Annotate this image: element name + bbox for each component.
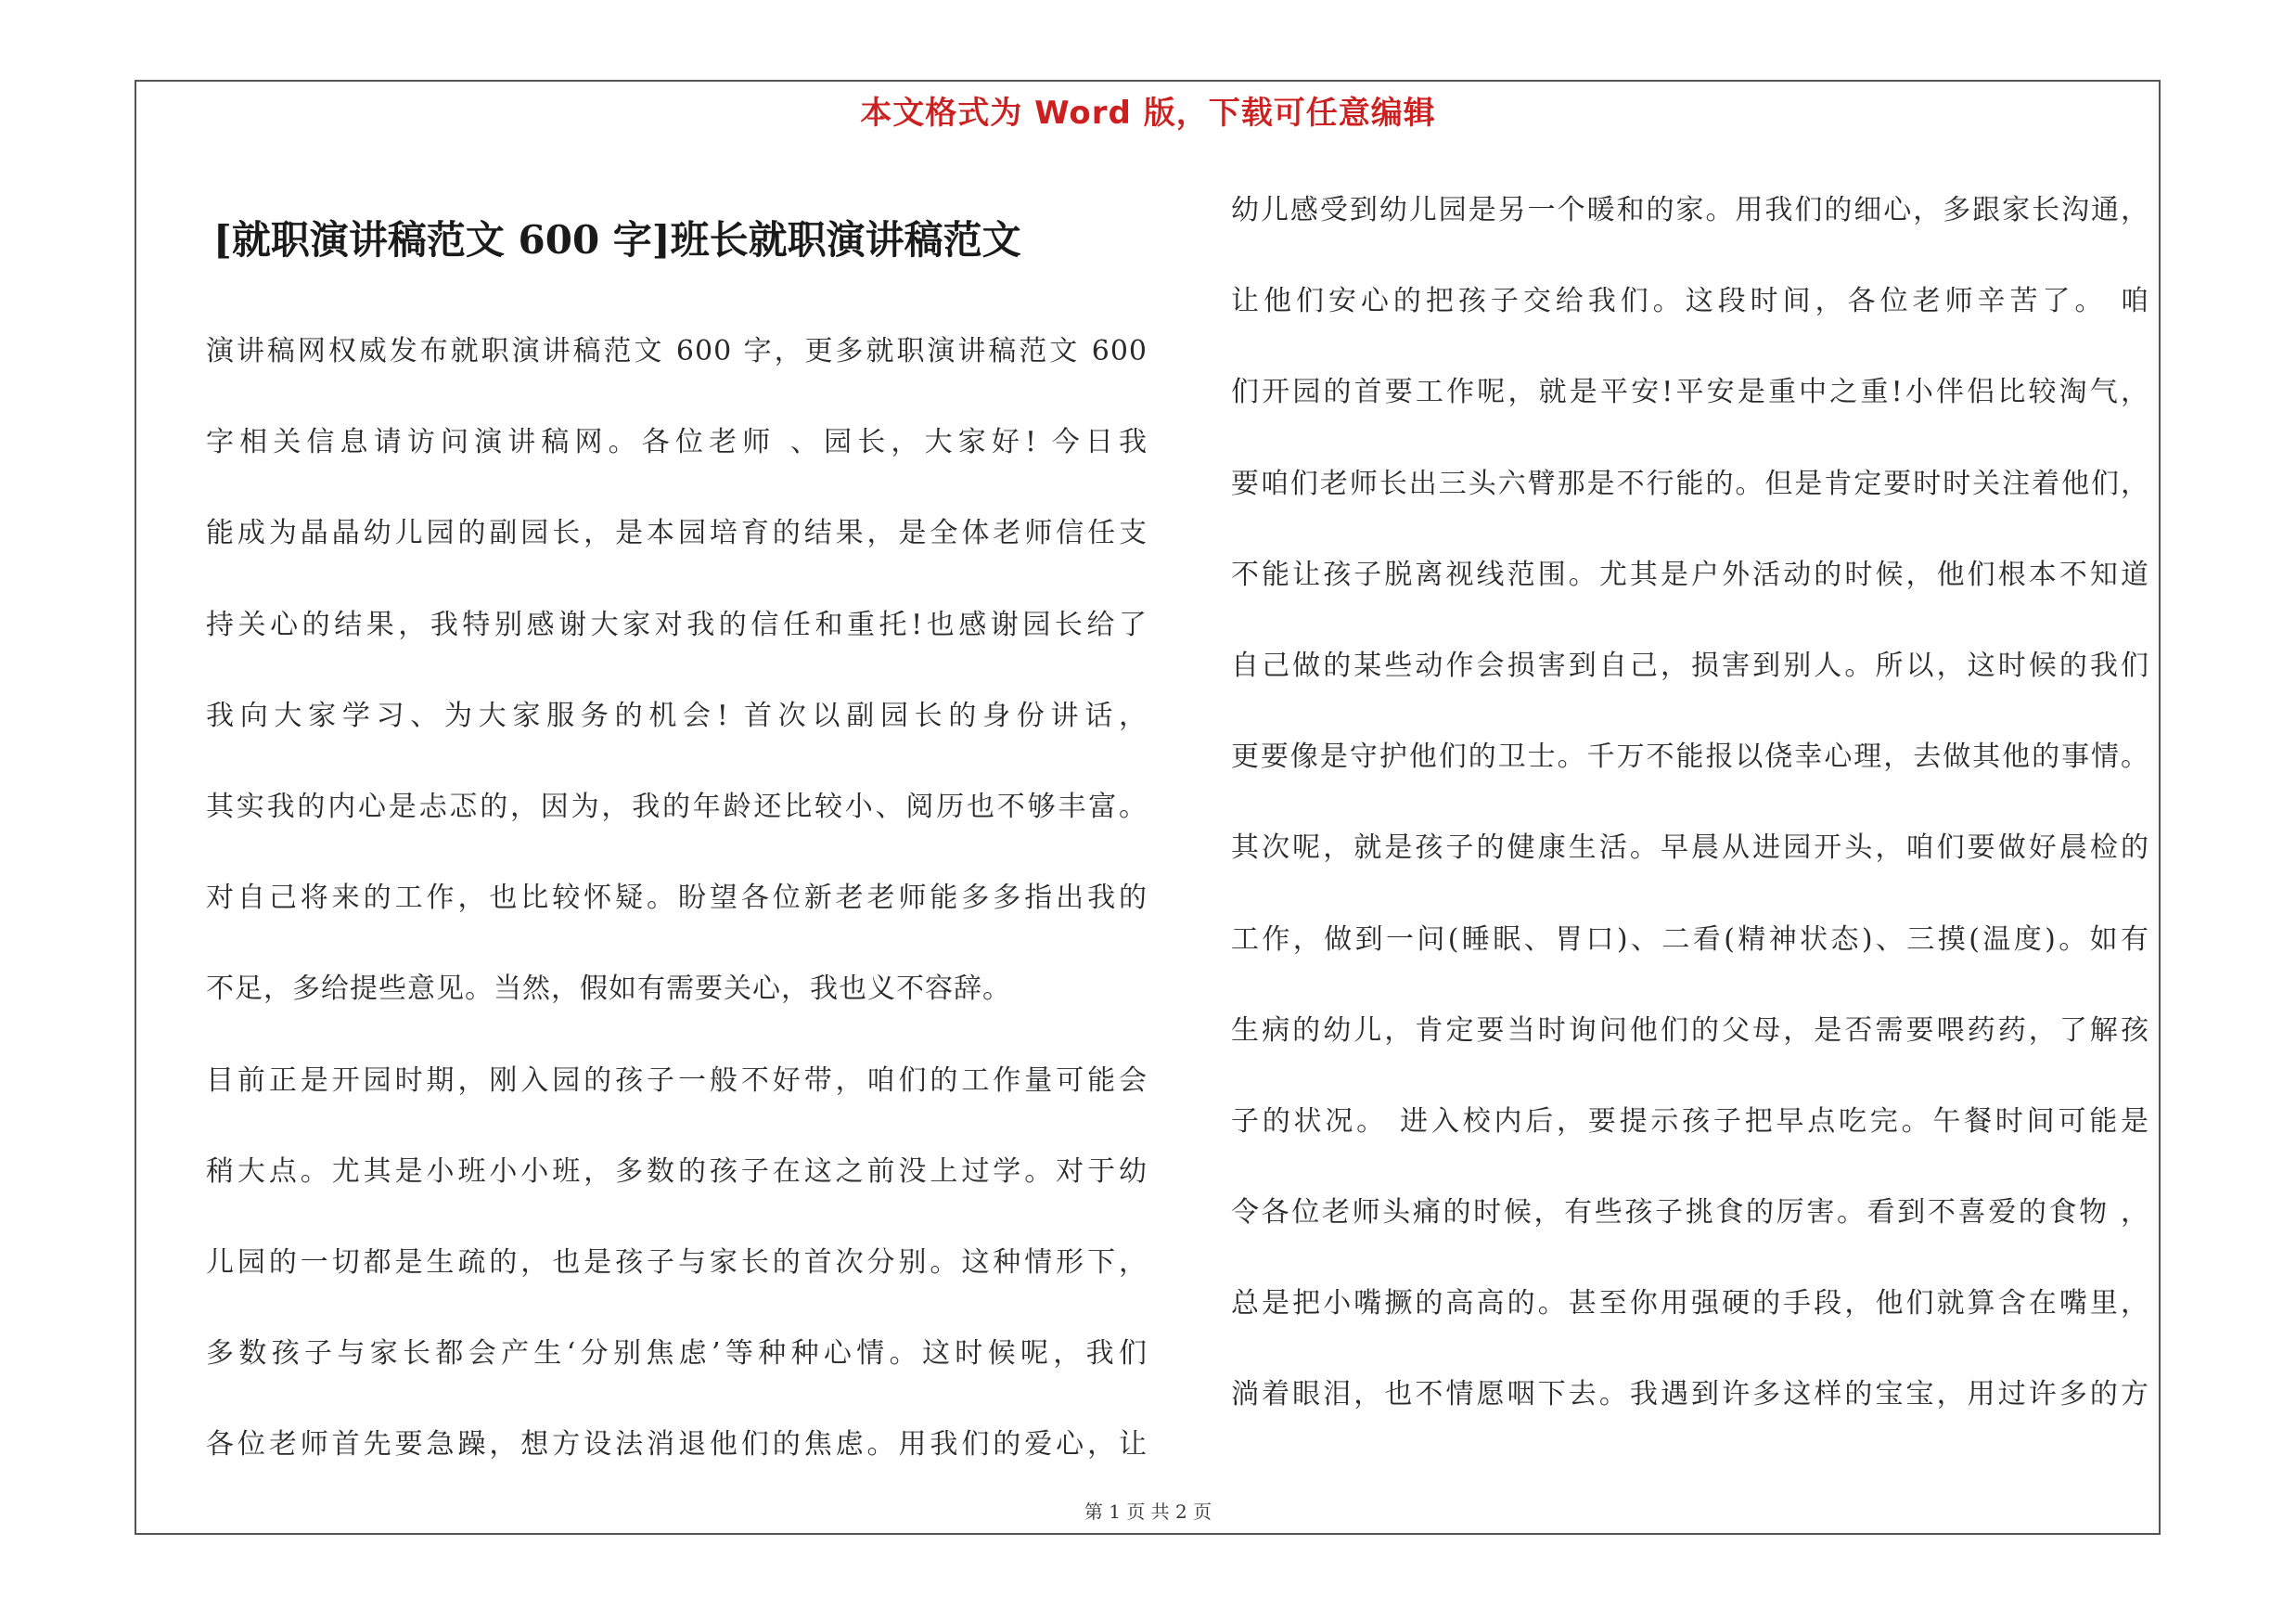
text-line: 我向大家学习、为大家服务的机会! 首次以副园长的身份讲话， bbox=[206, 699, 1148, 732]
format-notice-banner: 本文格式为 Word 版，下载可任意编辑 bbox=[860, 95, 1436, 132]
text-line: 淌着眼泪，也不情愿咽下去。我遇到许多这样的宝宝，用过许多的方 bbox=[1231, 1378, 2149, 1411]
right-text-column bbox=[1231, 165, 2149, 1441]
text-line: 总是把小嘴撅的高高的。甚至你用强硬的手段，他们就算含在嘴里， bbox=[1231, 1287, 2149, 1320]
text-line: 工作，做到一问(睡眠、胃口)、二看(精神状态)、三摸(温度)。如有 bbox=[1231, 922, 2149, 956]
text-line: 稍大点。尤其是小班小小班，多数的孩子在这之前没上过学。对于幼 bbox=[206, 1154, 1148, 1188]
page-number-footer: 第 1 页 共 2 页 bbox=[1084, 1501, 1212, 1523]
text-line: 子的状况。 进入校内后，要提示孩子把早点吃完。午餐时间可能是 bbox=[1231, 1104, 2149, 1138]
text-line: 更要像是守护他们的卫士。千万不能报以侥幸心理，去做其他的事情。 bbox=[1231, 741, 2149, 774]
text-line: 字相关信息请访问演讲稿网。各位老师 、园长，大家好! 今日我 bbox=[206, 426, 1148, 459]
text-line: 其实我的内心是忐忑的，因为，我的年龄还比较小、阅历也不够丰富。 bbox=[206, 790, 1148, 823]
text-line: 对自己将来的工作，也比较怀疑。盼望各位新老老师能多多指出我的 bbox=[206, 882, 1148, 915]
text-line: 们开园的首要工作呢，就是平安!平安是重中之重!小伴侣比较淘气， bbox=[1231, 376, 2149, 409]
text-line: 生病的幼儿，肯定要当时询问他们的父母，是否需要喂药药，了解孩 bbox=[1231, 1013, 2149, 1047]
text-line: 令各位老师头痛的时候，有些孩子挑食的厉害。看到不喜爱的食物 ， bbox=[1231, 1196, 2149, 1230]
text-line: 目前正是开园时期，刚入园的孩子一般不好带，咱们的工作量可能会 bbox=[206, 1063, 1148, 1097]
text-line: 其次呢，就是孩子的健康生活。早晨从进园开头，咱们要做好晨检的 bbox=[1231, 831, 2149, 865]
text-line: 不能让孩子脱离视线范围。尤其是户外活动的时候，他们根本不知道 bbox=[1231, 558, 2149, 591]
text-line: 各位老师首先要急躁，想方设法消退他们的焦虑。用我们的爱心，让 bbox=[206, 1428, 1148, 1462]
text-line: 幼儿感受到幼儿园是另一个暖和的家。用我们的细心，多跟家长沟通， bbox=[1231, 194, 2149, 226]
text-line: 让他们安心的把孩子交给我们。这段时间，各位老师辛苦了。 咱 bbox=[1231, 285, 2149, 318]
left-text-column bbox=[206, 306, 1148, 1490]
text-line: 多数孩子与家长都会产生‘分别焦虑’等种种心情。这时候呢，我们 bbox=[206, 1337, 1148, 1371]
text-line: 不足，多给提些意见。当然，假如有需要关心，我也义不容辞。 bbox=[206, 973, 1011, 1006]
text-line: 演讲稿网权威发布就职演讲稿范文 600 字，更多就职演讲稿范文 600 bbox=[206, 335, 1148, 367]
text-line: 要咱们老师长出三头六臂那是不行能的。但是肯定要时时关注着他们， bbox=[1231, 467, 2149, 500]
text-line: 持关心的结果，我特别感谢大家对我的信任和重托!也感谢园长给了 bbox=[206, 608, 1148, 641]
document-title: [就职演讲稿范文 600 字]班长就职演讲稿范文 bbox=[213, 217, 1021, 263]
text-line: 儿园的一切都是生疏的，也是孩子与家长的首次分别。这种情形下， bbox=[206, 1245, 1148, 1279]
text-line: 自己做的某些动作会损害到自己，损害到别人。所以，这时候的我们 bbox=[1231, 649, 2149, 682]
text-line: 能成为晶晶幼儿园的副园长，是本园培育的结果，是全体老师信任支 bbox=[206, 517, 1148, 550]
